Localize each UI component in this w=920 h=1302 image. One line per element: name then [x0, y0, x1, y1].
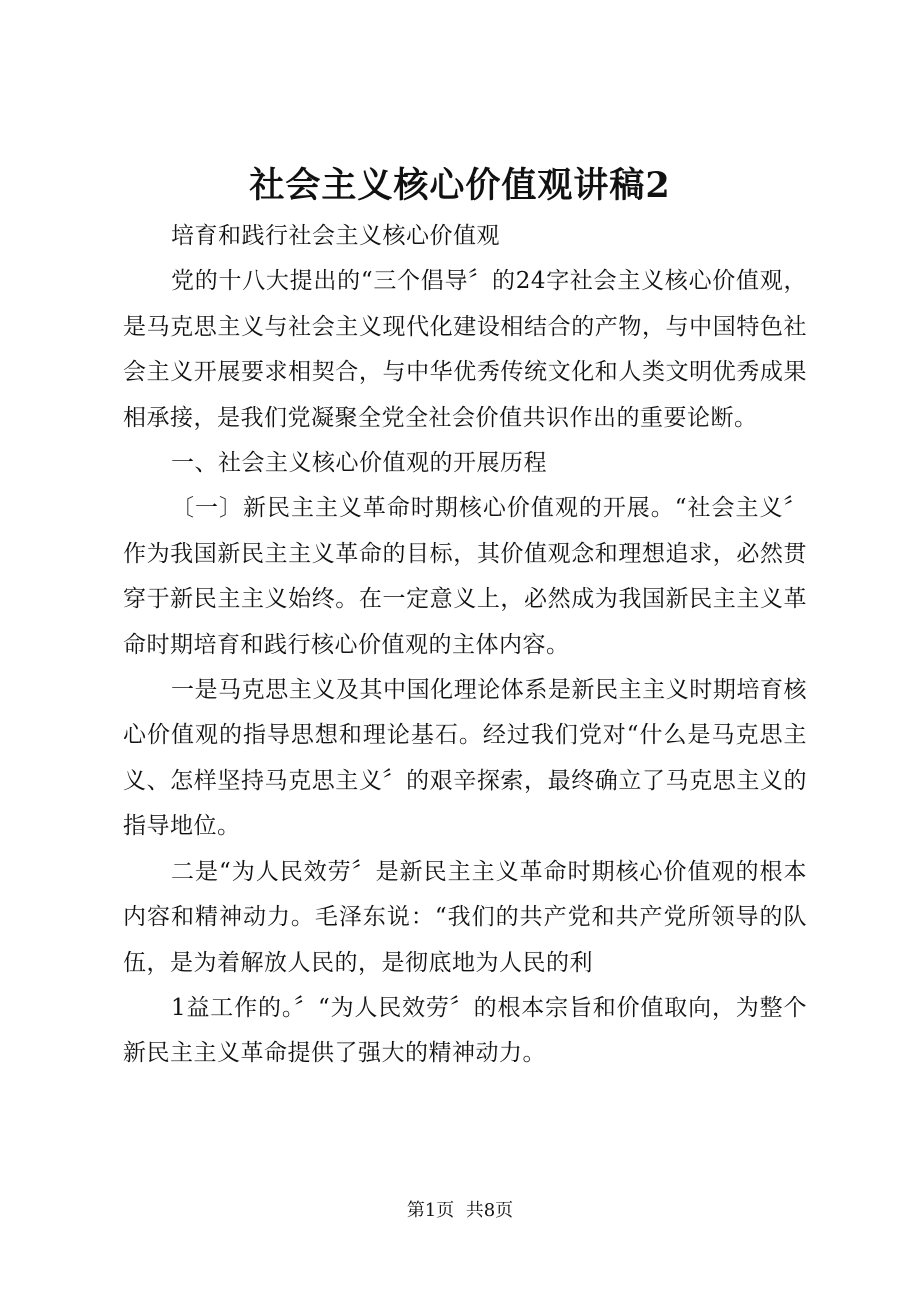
paragraph: 二是“为人民效劳〞是新民主主义革命时期核心价值观的根本内容和精神动力。毛泽东说：“我们的共产党和共产党所领导的队伍，是为着解放人民的，是彻底地为人民的利: [123, 858, 807, 976]
document-title: 社会主义核心价值观讲稿2: [249, 165, 671, 206]
paragraph-subtitle: 培育和践行社会主义核心价值观: [171, 223, 500, 249]
paragraph: 党的十八大提出的“三个倡导〞的24字社会主义核心价值观，是马克思主义与社会主义现代化建设相结合的产物，与中国特色社会主义开展要求相契合，与中华优秀传统文化和人类文明优秀成果相承接，是我们党凝聚全党全社会价值共识作出的重要论断。: [123, 268, 807, 431]
section-heading: 一、社会主义核心价值观的开展历程: [171, 450, 547, 477]
paragraph: 1益工作的。〞“为人民效劳〞的根本宗旨和价值取向，为整个新民主主义革命提供了强大的精神动力。: [123, 994, 807, 1067]
page-footer: [0, 1198, 920, 1224]
paragraph: 〔一〕新民主主义革命时期核心价值观的开展。“社会主义〞作为我国新民主主义革命的目标，其价值观念和理想追求，必然贯穿于新民主主义始终。在一定意义上，必然成为我国新民主主义革命时期培育和践行核心价值观的主体内容。: [123, 495, 807, 658]
paragraph: 一是马克思主义及其中国化理论体系是新民主主义时期培育核心价值观的指导思想和理论基石。经过我们党对“什么是马克思主义、怎样坚持马克思主义〞的艰辛探索，最终确立了马克思主义的指导地位。: [123, 677, 807, 840]
page-number-label: 第1页 共8页: [406, 1200, 514, 1221]
document-body: [123, 214, 807, 1077]
